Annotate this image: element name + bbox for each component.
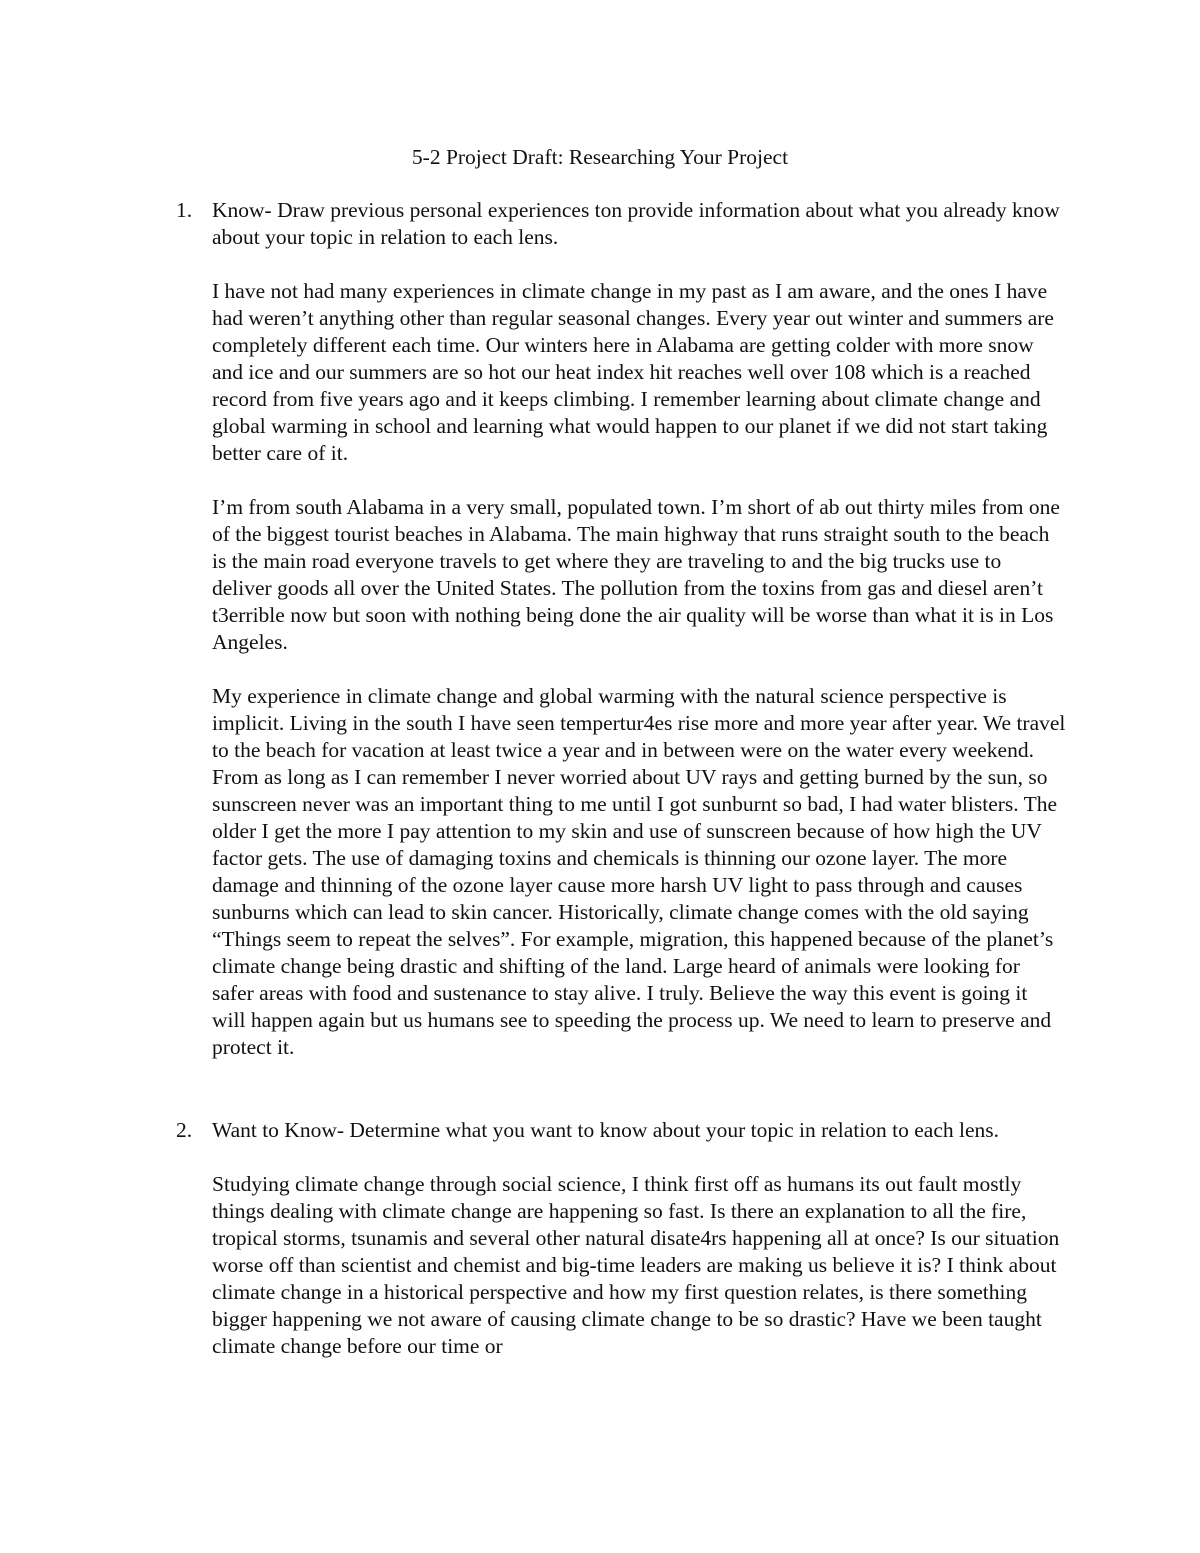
answer-paragraph: My experience in climate change and global warming with the natural science perspective is implicit. Living in the south I have seen tempertur4es rise more and more year after year. We travel to the beach for vacation at least twice a year and in between were on the water every weekend. From as long as I can remember I never worried about UV rays and getting burned by the sun, so sunscreen never was an important thing to me until I got sunburnt so bad, I had water blisters. The older I get the more I pay attention to my skin and use of sunscreen because of how high the UV factor gets. The use of damaging toxins and chemicals is thinning our ozone layer. The more damage and thinning of the ozone layer cause more harsh UV light to pass through and causes sunburns which can lead to skin cancer. Historically, climate change comes with the old saying “Things seem to repeat the selves”. For example, migration, this happened because of the planet’s climate change being drastic and shifting of the land. Large heard of animals were looking for safer areas with food and sustenance to stay alive. I truly. Believe the way this event is going it will happen again but us humans see to speeding the process up. We need to learn to preserve and protect it. xyxy=(212,684,1066,1059)
list-item-body xyxy=(212,1117,1066,1360)
answer-paragraph: I’m from south Alabama in a very small, populated town. I’m short of ab out thirty miles from one of the biggest tourist beaches in Alabama. The main highway that runs straight south to the beach is the main road everyone travels to get where they are traveling to and the big trucks use to deliver goods all over the United States. The pollution from the toxins from gas and diesel aren’t t3errible now but soon with nothing being done the air quality will be worse than what it is in Los Angeles. xyxy=(212,495,1060,654)
answer-paragraph: Studying climate change through social science, I think first off as humans its out fault mostly things dealing with climate change are happening so fast. Is there an explanation to all the fire, tropical storms, tsunamis and several other natural disate4rs happening all at once? Is our situation worse off than scientist and chemist and big-time leaders are making us believe it is? I think about climate change in a historical perspective and how my first question relates, is there something bigger happening we not aware of causing climate change to be so drastic? Have we been taught climate change before our time or xyxy=(212,1172,1060,1358)
question-prompt: Want to Know- Determine what you want to know about your topic in relation to each lens. xyxy=(212,1118,1000,1142)
list-item-body xyxy=(212,197,1066,1061)
page-title: 5-2 Project Draft: Researching Your Project xyxy=(411,145,789,169)
list-number: 1. xyxy=(176,198,193,222)
list-number: 2. xyxy=(176,1118,193,1142)
question-prompt: Know- Draw previous personal experiences ton provide information about what you already know about your topic in relation to each lens. xyxy=(212,198,1060,249)
answer-paragraph: I have not had many experiences in climate change in my past as I am aware, and the ones I have had weren’t anything other than regular seasonal changes. Every year out winter and summers are completely different each time. Our winters here in Alabama are getting colder with more snow and ice and our summers are so hot our heat index hit reaches well over 108 which is a reached record from five years ago and it keeps climbing. I remember learning about climate change and global warming in school and learning what would happen to our planet if we did not start taking better care of it. xyxy=(212,279,1054,465)
